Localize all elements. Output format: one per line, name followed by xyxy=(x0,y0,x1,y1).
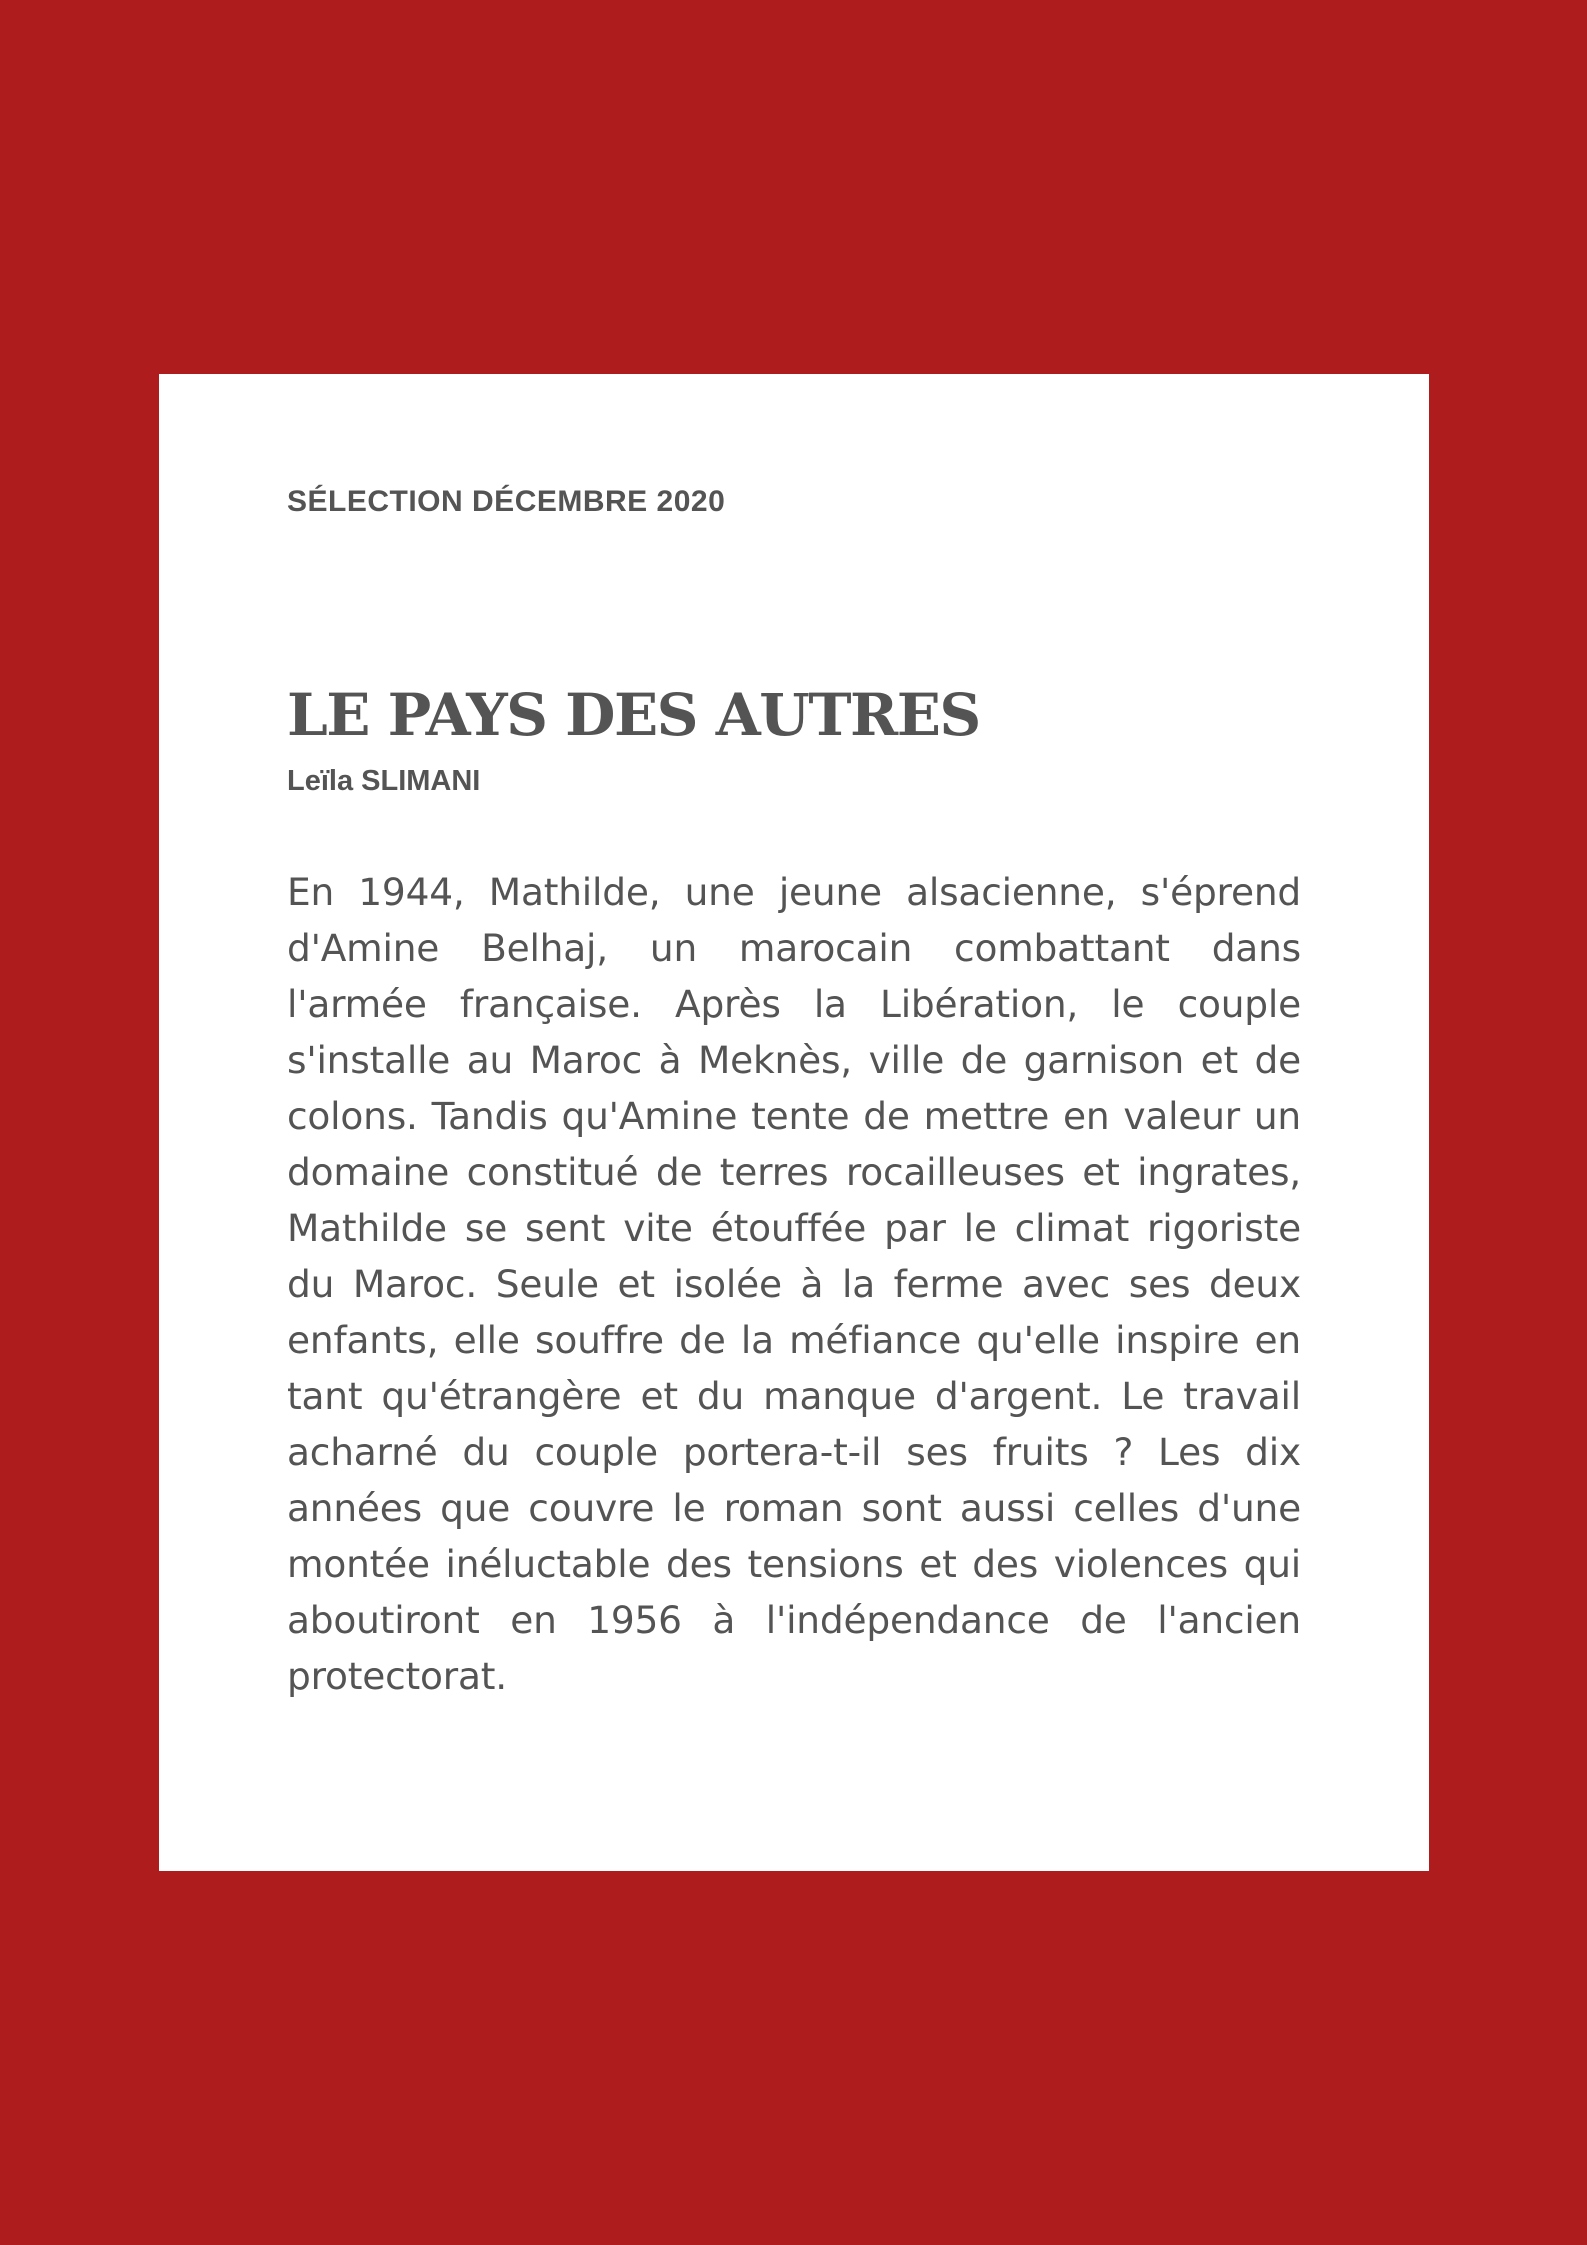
book-title: LE PAYS DES AUTRES xyxy=(287,681,980,749)
book-summary: En 1944, Mathilde, une jeune alsacienne, s'éprend d'Amine Belhaj, un marocain combattant dans l'armée française. Après la Libération, le couple s'installe au Maroc à Meknès, ville de garnison et de colons. Tandis qu'Amine tente de mettre en valeur un domaine constitué de terres rocailleuses et ingrates, Mathilde se sent vite étouffée par le climat rigoriste du Maroc. Seule et isolée à la ferme avec ses deux enfants, elle souffre de la méfiance qu'elle inspire en tant qu'étrangère et du manque d'argent. Le travail acharné du couple portera-t-il ses fruits ? Les dix années que couvre le roman sont aussi celles d'une montée inéluctable des tensions et des violences qui aboutiront en 1956 à l'indépendance de l'ancien protectorat. xyxy=(287,870,1301,1698)
book-author: Leïla SLIMANI xyxy=(287,765,481,797)
selection-label: SÉLECTION DÉCEMBRE 2020 xyxy=(287,485,726,518)
book-card xyxy=(159,374,1429,1871)
